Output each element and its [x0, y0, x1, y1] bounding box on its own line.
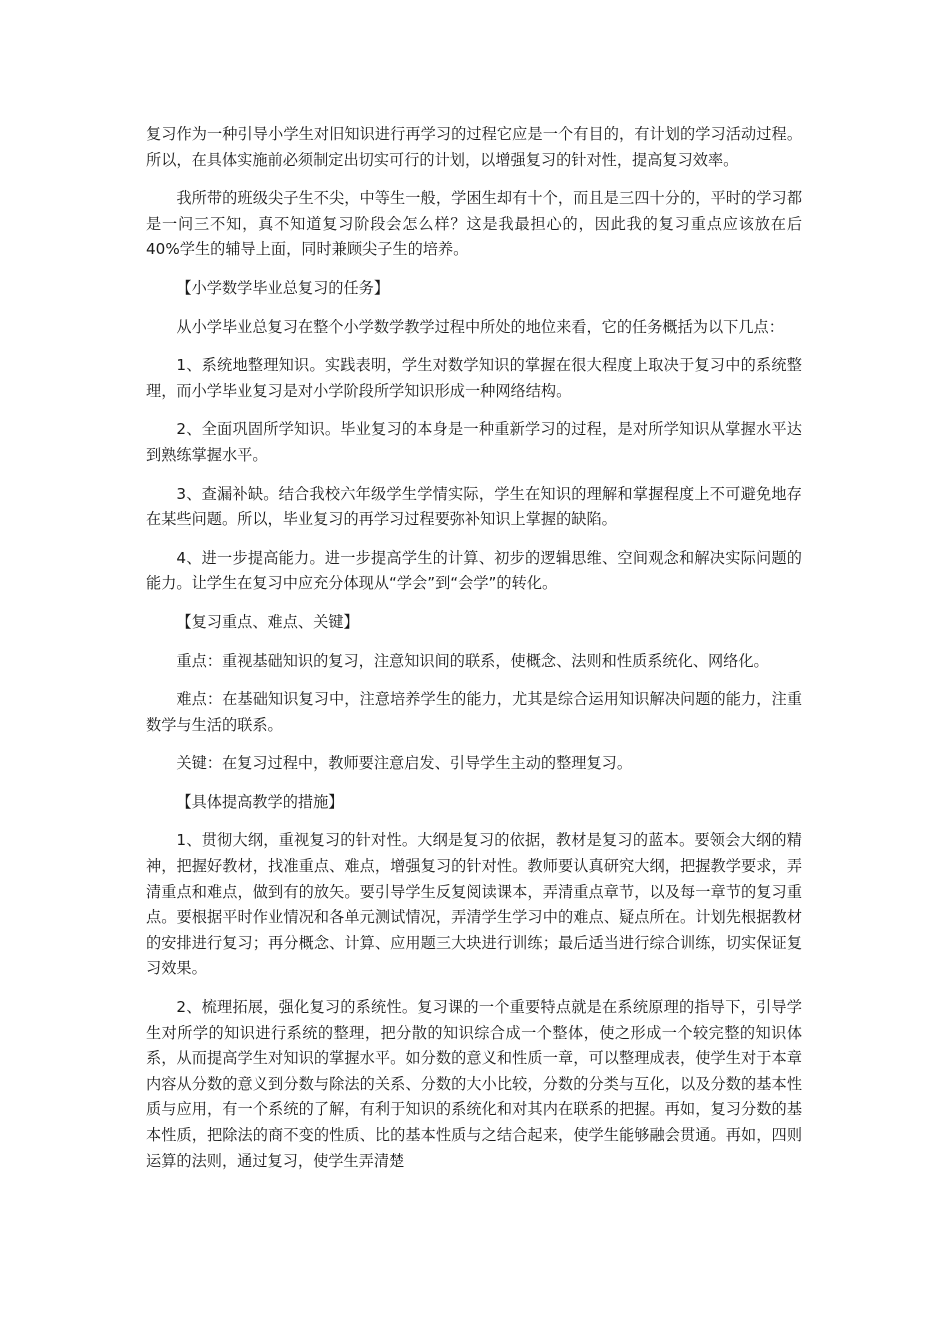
paragraph-task-1: 1、系统地整理知识。实践表明，学生对数学知识的掌握在很大程度上取决于复习中的系统整理，而小学毕业复习是对小学阶段所学知识形成一种网络结构。: [146, 356, 802, 400]
paragraph-measure-2: 2、梳理拓展，强化复习的系统性。复习课的一个重要特点就是在系统原理的指导下，引导学生对所学的知识进行系统的整理，把分散的知识综合成一个整体，使之形成一个较完整的知识体系，从而提高学生对知识的掌握水平。如分数的意义和性质一章，可以整理成表，使学生对于本章内容从分数的意义到分数与除法的关系、分数的大小比较，分数的分类与互化，以及分数的基本性质与应用，有一个系统的了解，有利于知识的系统化和对其内在联系的把握。再如，复习分数的基本性质，把除法的商不变的性质、比的基本性质与之结合起来，使学生能够融会贯通。再如，四则运算的法则，通过复习，使学生弄清楚: [146, 998, 802, 1170]
paragraph-intro: 复习作为一种引导小学生对旧知识进行再学习的过程它应是一个有目的，有计划的学习活动过程。所以，在具体实施前必须制定出切实可行的计划，以增强复习的针对性，提高复习效率。: [146, 125, 802, 169]
paragraph-task-3: 3、查漏补缺。结合我校六年级学生学情实际，学生在知识的理解和掌握程度上不可避免地存在某些问题。所以，毕业复习的再学习过程要弥补知识上掌握的缺陷。: [146, 484, 802, 529]
paragraph-measure-1: 1、贯彻大纲，重视复习的针对性。大纲是复习的依据，教材是复习的蓝本。要领会大纲的精神，把握好教材，找准重点、难点，增强复习的针对性。教师要认真研究大纲，把握教学要求，弄清重点和难点，做到有的放矢。要引导学生反复阅读课本，弄清重点章节，以及每一章节的复习重点。要根据平时作业情况和各单元测试情况，弄清学生学习中的难点、疑点所在。计划先根据教材的安排进行复习；再分概念、计算、应用题三大块进行训练；最后适当进行综合训练，切实保证复习效果。: [146, 831, 802, 978]
section-heading-tasks: 【小学数学毕业总复习的任务】: [176, 278, 390, 297]
section-heading-focus: 【复习重点、难点、关键】: [176, 612, 359, 631]
paragraph-tasks-intro: 从小学毕业总复习在整个小学数学教学过程中所处的地位来看，它的任务概括为以下几点：: [176, 317, 784, 336]
paragraph-task-4: 4、进一步提高能力。进一步提高学生的计算、初步的逻辑思维、空间观念和解决实际问题的能力。让学生在复习中应充分体现从“学会”到“会学”的转化。: [146, 548, 802, 593]
paragraph-key-point: 重点：重视基础知识的复习，注意知识间的联系，使概念、法则和性质系统化、网络化。: [176, 651, 769, 670]
document-page: [146, 122, 802, 1187]
paragraph-difficulty: 难点：在基础知识复习中，注意培养学生的能力，尤其是综合运用知识解决问题的能力，注重数学与生活的联系。: [146, 690, 802, 734]
paragraph-key: 关键：在复习过程中，教师要注意启发、引导学生主动的整理复习。: [176, 754, 633, 773]
paragraph-class-situation: 我所带的班级尖子生不尖，中等生一般，学困生却有十个，而且是三四十分的，平时的学习都是一问三不知，真不知道复习阶段会怎么样？这是我最担心的，因此我的复习重点应该放在后40%学生的辅导上面，同时兼顾尖子生的培养。: [146, 189, 802, 259]
paragraph-task-2: 2、全面巩固所学知识。毕业复习的本身是一种重新学习的过程，是对所学知识从掌握水平达到熟练掌握水平。: [146, 420, 802, 464]
section-heading-measures: 【具体提高教学的措施】: [176, 792, 344, 811]
